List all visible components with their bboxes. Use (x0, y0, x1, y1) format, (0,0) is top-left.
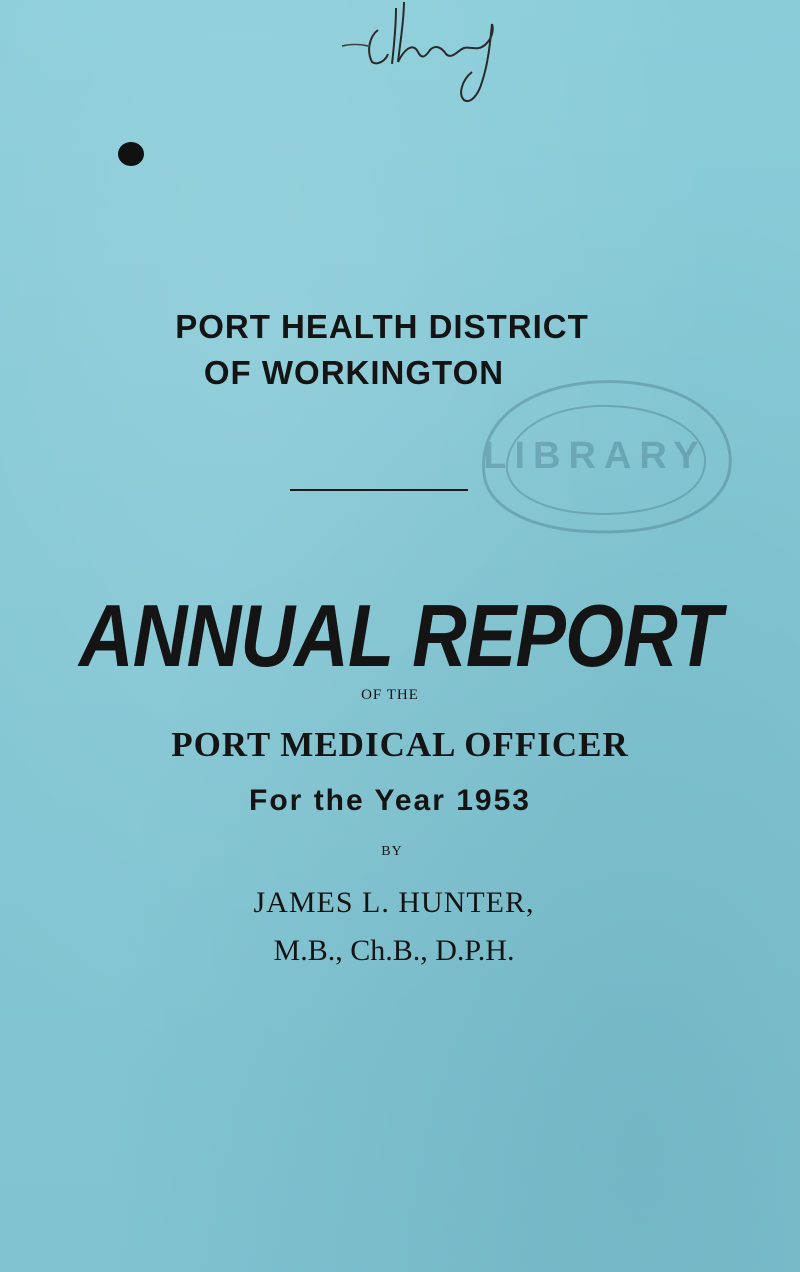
report-heading: ANNUAL REPORT (79, 586, 721, 685)
punch-hole (118, 142, 144, 166)
handwritten-library-annotation (330, 0, 510, 110)
of-the-label: OF THE (361, 687, 419, 703)
divider-rule (290, 489, 468, 491)
author-degrees: M.B., Ch.B., D.P.H. (273, 934, 515, 967)
officer-title: PORT MEDICAL OFFICER (171, 725, 629, 764)
district-title-line-1: PORT HEALTH DISTRICT (175, 308, 589, 345)
by-label: BY (381, 844, 403, 859)
library-stamp (445, 360, 745, 540)
district-title-line-2: OF WORKINGTON (203, 354, 505, 391)
library-stamp-text: LIBRARY (483, 435, 707, 477)
author-name: JAMES L. HUNTER, (253, 886, 535, 919)
report-year: For the Year 1953 (249, 784, 531, 817)
